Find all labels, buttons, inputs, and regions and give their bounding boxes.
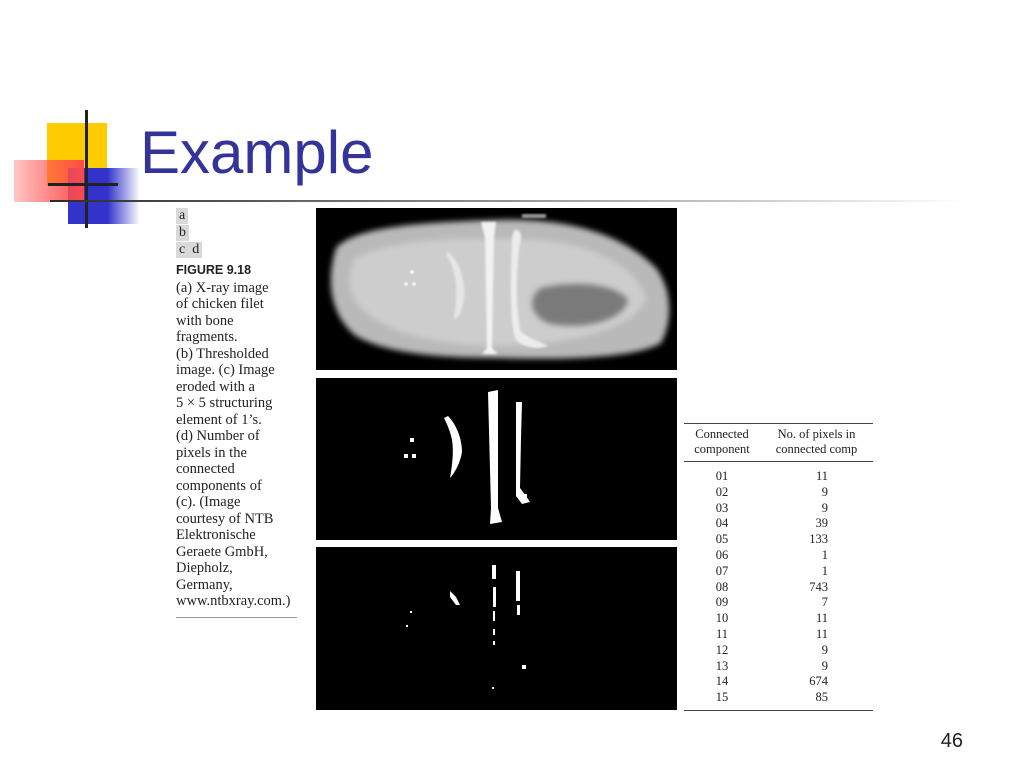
table-row [684, 580, 873, 596]
component-cell: 02 [715, 484, 729, 499]
pixels-cell: 11 [815, 611, 828, 626]
pixels-cell: 9 [821, 484, 828, 499]
pixels-cell: 85 [815, 690, 828, 705]
component-cell: 06 [715, 547, 729, 562]
figure-caption-text: (a) X-ray image of chicken filet with bone fragments. (b) Thresholded image. (c) Image eroded with a 5 × 5 structuring element of 1’s. (d) Number of pixels in the connected components of (c). (Image courtesy of NTB Elektronische Geraete GmbH, Diepholz, Germany, www.ntbxray.com.) [176, 279, 291, 609]
pixels-cell: 133 [809, 532, 828, 547]
pixels-cell: 9 [821, 658, 828, 673]
component-cell: 12 [715, 642, 729, 657]
pixels-cell: 7 [821, 595, 828, 610]
component-cell: 13 [715, 658, 729, 673]
pixels-cell: 9 [821, 500, 828, 515]
table-row [684, 564, 873, 580]
component-cell: 07 [715, 563, 729, 578]
component-cell: 04 [715, 516, 729, 531]
subfigure-label-b: b [176, 225, 189, 241]
caption-divider [176, 617, 297, 618]
table-row [684, 674, 873, 690]
subfigure-labels [176, 208, 202, 259]
connected-components-table [684, 423, 873, 711]
figure-label: FIGURE 9.18 [176, 263, 252, 277]
table-row [684, 485, 873, 501]
table-row [684, 516, 873, 532]
panel-xray-image [316, 208, 677, 370]
component-cell: 01 [715, 469, 729, 483]
table-row [684, 532, 873, 548]
table-row [684, 611, 873, 627]
component-cell: 03 [715, 500, 729, 515]
decor-red-square [14, 160, 84, 202]
component-cell: 11 [715, 626, 729, 641]
decor-horizontal-line [48, 183, 118, 186]
pixels-cell: 1 [821, 563, 828, 578]
page-number: 46 [940, 730, 963, 752]
table-row [684, 659, 873, 675]
subfigure-label-a: a [176, 208, 188, 224]
figure-caption [176, 262, 301, 610]
component-cell: 08 [715, 579, 729, 594]
table-header [684, 424, 873, 461]
panel-eroded-image [316, 547, 677, 710]
component-cell: 09 [715, 595, 729, 610]
table-row [684, 627, 873, 643]
pixels-cell: 11 [815, 469, 828, 483]
pixels-cell: 743 [809, 579, 828, 594]
slide-title: Example [140, 119, 374, 186]
table-bottom-rule [684, 710, 873, 711]
subfigure-label-cd: c d [176, 242, 202, 258]
component-cell: 14 [715, 674, 729, 689]
table-row [684, 690, 873, 706]
header-connected-component: Connected component [694, 427, 750, 456]
component-cell: 05 [715, 532, 729, 547]
table-row [684, 469, 873, 485]
title-underline [50, 200, 970, 202]
component-cell: 15 [715, 690, 729, 705]
table-row [684, 548, 873, 564]
decor-vertical-line [85, 110, 88, 228]
pixels-cell: 39 [815, 516, 828, 531]
table-row [684, 501, 873, 517]
panel-thresholded-image [316, 378, 677, 540]
table-row [684, 643, 873, 659]
header-pixel-count: No. of pixels in connected comp [775, 427, 858, 456]
pixels-cell: 674 [809, 674, 828, 689]
component-cell: 10 [715, 611, 729, 626]
table-body [684, 462, 873, 710]
pixels-cell: 11 [815, 626, 828, 641]
pixels-cell: 9 [821, 642, 828, 657]
table-row [684, 595, 873, 611]
pixels-cell: 1 [821, 547, 828, 562]
